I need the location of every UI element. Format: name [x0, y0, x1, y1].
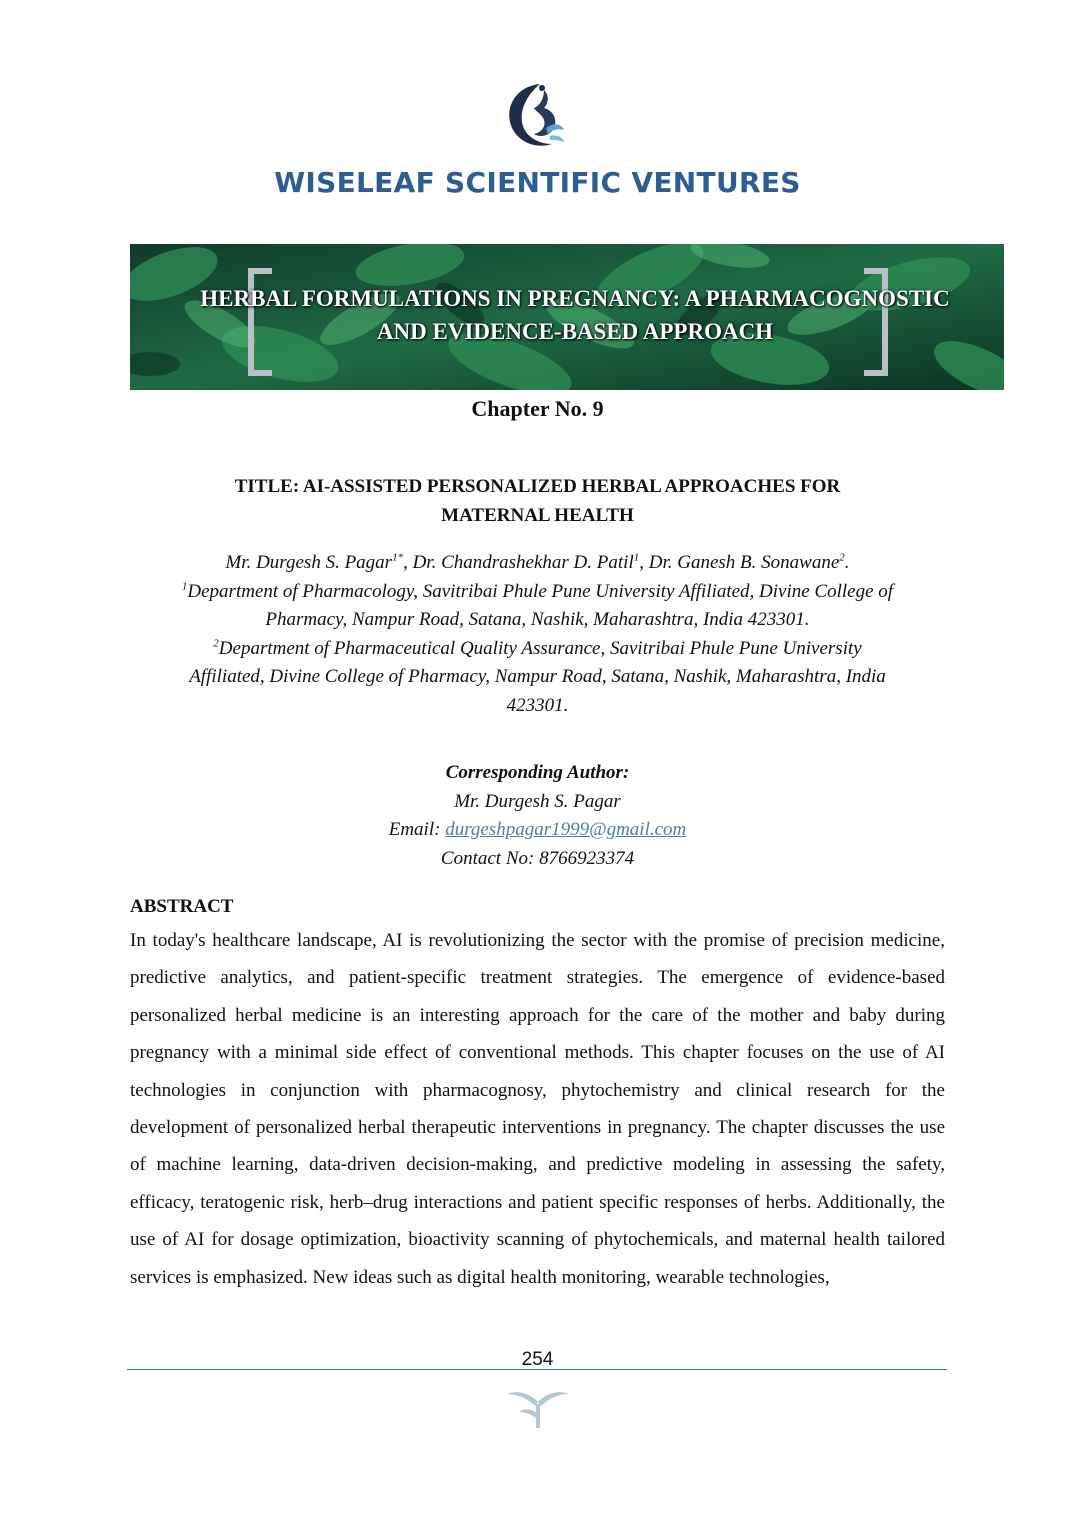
- affiliation-2-line3: 423301.: [506, 694, 569, 716]
- contact-number: Contact No: 8766923374: [440, 847, 635, 869]
- author-2-affiliation: 1: [633, 551, 640, 564]
- page-number: 254: [521, 1349, 554, 1370]
- corresponding-author-heading: Corresponding Author:: [445, 762, 630, 783]
- footer-rule: [127, 1369, 947, 1370]
- corresponding-author-block: [130, 759, 945, 873]
- email-label: Email:: [388, 819, 446, 841]
- chapter-banner: [130, 244, 1004, 390]
- corresponding-author-name: Mr. Durgesh S. Pagar: [454, 790, 621, 812]
- author-list: [130, 549, 945, 578]
- affiliation-1-marker: 1: [181, 580, 188, 593]
- email-link[interactable]: durgeshpagar1999@gmail.com: [445, 819, 687, 841]
- affiliation-1-line1: Department of Pharmacology, Savitribai Phule Pune University Affiliated, Divine College of: [187, 580, 894, 602]
- leaf-sprout-icon: [505, 1384, 571, 1430]
- chapter-title: [130, 472, 945, 530]
- affiliation-2-marker: 2: [213, 637, 219, 650]
- affiliation-2-line2: Affiliated, Divine College of Pharmacy, Nampur Road, Satana, Nashik, Maharashtra, India: [189, 666, 886, 688]
- affiliation-2: [130, 635, 945, 664]
- affiliation-1: [130, 578, 945, 607]
- chapter-title-line2: MATERNAL HEALTH: [441, 505, 634, 526]
- author-separator: ,: [639, 552, 649, 573]
- author-1: Mr. Durgesh S. Pagar: [225, 552, 393, 573]
- book-title-line1: HERBAL FORMULATIONS IN PREGNANCY: A PHARMACOGNOSTIC: [200, 286, 950, 311]
- author-1-affiliation: 1*: [392, 551, 404, 564]
- author-separator: ,: [403, 552, 413, 573]
- author-2: Dr. Chandrashekhar D. Patil: [412, 552, 634, 573]
- wiseleaf-swirl-logo-icon: [500, 78, 574, 152]
- affiliation-2-line1: Department of Pharmaceutical Quality Assurance, Savitribai Phule Pune University: [218, 637, 862, 659]
- author-list-end: .: [844, 552, 850, 573]
- author-3: Dr. Ganesh B. Sonawane: [648, 552, 840, 573]
- chapter-title-line1: TITLE: AI-ASSISTED PERSONALIZED HERBAL APPROACHES FOR: [234, 476, 841, 497]
- chapter-number: Chapter No. 9: [471, 396, 604, 421]
- email-line: [130, 816, 945, 845]
- abstract-text: In today's healthcare landscape, AI is revolutionizing the sector with the promise of precision medicine, predictive analytics, and patient-specific treatment strategies. The emergence of evidence-based personalized herbal medicine is an interesting approach for the care of the mother and baby during pregnancy with a minimal side effect of conventional methods. This chapter focuses on the use of AI technologies in conjunction with pharmacognosy, phytochemistry and clinical research for the development of personalized herbal therapeutic interventions in pregnancy. The chapter discusses the use of machine learning, data-driven decision-making, and predictive modeling in assessing the safety, efficacy, teratogenic risk, herb–drug interactions and patient specific responses of herbs. Additionally, the use of AI for dosage optimization, bioactivity scanning of phytochemicals, and maternal health tailored services is emphasized. New ideas such as digital health monitoring, wearable technologies,: [130, 930, 945, 1288]
- author-block: [130, 549, 945, 721]
- author-3-affiliation: 2: [839, 551, 845, 564]
- book-title-line2: AND EVIDENCE-BASED APPROACH: [376, 319, 774, 344]
- publisher-name: WISELEAF SCIENTIFIC VENTURES: [274, 166, 801, 199]
- affiliation-1-line2: Pharmacy, Nampur Road, Satana, Nashik, Maharashtra, India 423301.: [265, 609, 810, 631]
- book-title: [150, 282, 1000, 348]
- abstract-heading: ABSTRACT: [130, 896, 234, 917]
